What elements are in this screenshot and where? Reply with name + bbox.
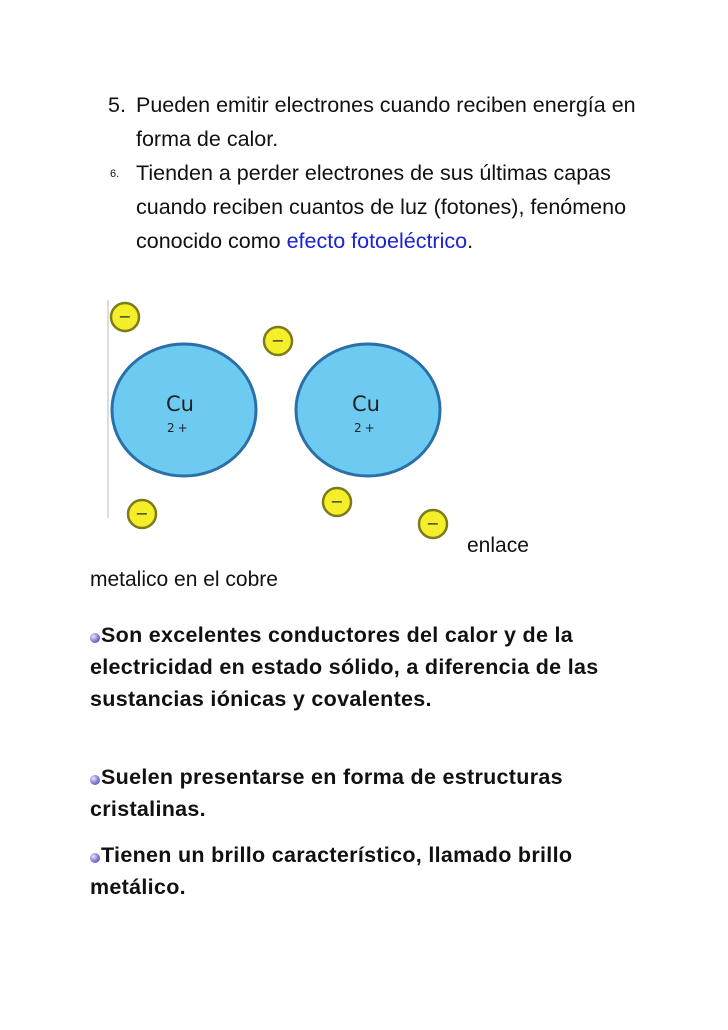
bullet-text-crystalline: Suelen presentarse en forma de estructuras cristalinas. [90, 765, 563, 821]
list-number-6: 6. [110, 168, 120, 180]
list-item-6 [106, 156, 666, 258]
bullet-item-conductors [90, 619, 630, 715]
electron-2-symbol: − [271, 331, 285, 350]
list-item-6-text: Tienden a perder electrones de sus últimas capas cuando reciben cuantos de luz (fotones), fenómeno conocido como [136, 161, 627, 253]
bullet-icon [90, 775, 100, 785]
diagram-caption-line-1: enlace [467, 534, 529, 557]
bullet-icon [90, 853, 100, 863]
electron-4 [323, 488, 351, 516]
copper-ion-right-label: Cu [352, 392, 380, 416]
copper-ion-right [296, 344, 440, 476]
list-number-5: 5. [108, 93, 126, 117]
diagram-caption-line-2: metalico en el cobre [90, 568, 278, 591]
electron-3 [128, 500, 156, 528]
copper-ion-right-charge: 2+ [354, 421, 378, 435]
copper-ion-left-charge: 2+ [167, 421, 191, 435]
bullet-text-conductors: Son excelentes conductores del calor y de la electricidad en estado sólido, a diferencia de las sustancias iónicas y covalentes. [90, 623, 599, 711]
electron-5-symbol: − [426, 514, 440, 533]
bullet-item-crystalline [90, 761, 630, 825]
electron-1 [111, 303, 139, 331]
bullet-text-brightness: Tienen un brillo característico, llamado brillo metálico. [90, 843, 573, 899]
list-item-6-tail: . [467, 229, 474, 253]
electron-4-symbol: − [330, 492, 344, 511]
efecto-fotoelectrico-link[interactable]: efecto fotoeléctrico [286, 229, 468, 253]
electron-3-symbol: − [135, 504, 149, 523]
metallic-bond-diagram [0, 280, 728, 540]
bullet-icon [90, 633, 100, 643]
bullet-item-brightness [90, 839, 630, 903]
electron-1-symbol: − [118, 307, 132, 326]
list-item-5-text: Pueden emitir electrones cuando reciben energía en forma de calor. [136, 93, 636, 151]
list-item-5 [106, 88, 666, 156]
electron-2 [264, 327, 292, 355]
electron-5 [419, 510, 447, 538]
copper-ion-left [112, 344, 256, 476]
properties-list [106, 88, 666, 258]
copper-ion-left-label: Cu [166, 392, 194, 416]
